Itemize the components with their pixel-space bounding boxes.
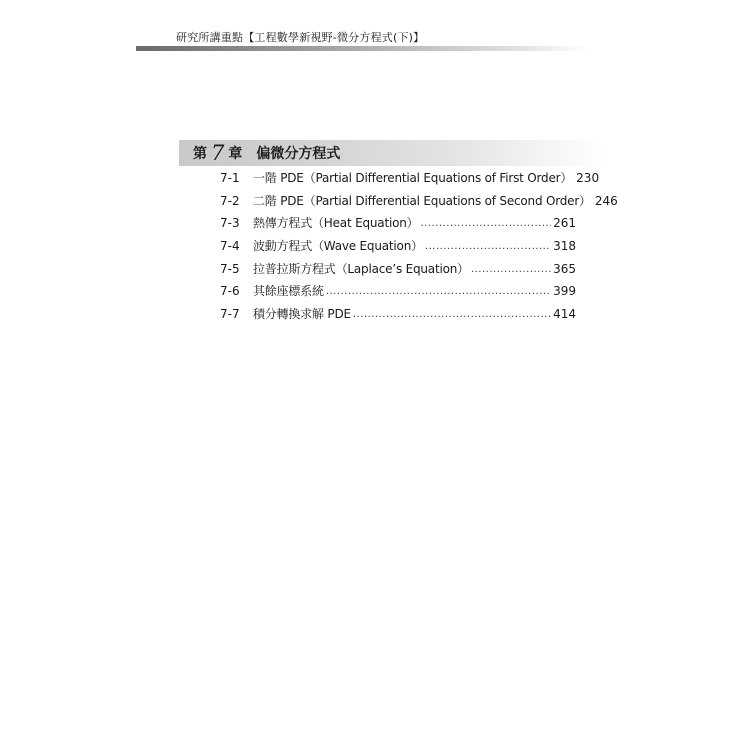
toc-page-number: 318: [553, 239, 576, 254]
toc-section-number: 7-7: [220, 307, 240, 322]
toc-section-number: 7-2: [220, 193, 240, 208]
chapter-title: 偏微分方程式: [256, 146, 341, 162]
toc-entry[interactable]: [220, 237, 576, 260]
toc-entry[interactable]: [220, 260, 576, 283]
chapter-heading: [179, 140, 604, 166]
toc-section-title: 一階 PDE（Partial Differential Equations of First Order）: [253, 171, 573, 185]
toc-section-title: 其餘座標系統: [253, 284, 324, 299]
toc-section-number: 7-3: [220, 216, 240, 231]
toc-entry[interactable]: [220, 305, 576, 328]
toc-section-title: 二階 PDE（Partial Differential Equations of Second Order）: [253, 193, 591, 208]
toc-section-number: 7-1: [220, 171, 240, 185]
header-rule: [136, 46, 588, 51]
toc-section-number: 7-6: [220, 284, 240, 299]
chapter-label: [193, 143, 242, 163]
dot-leader: [471, 261, 551, 275]
running-title: 研究所講重點【工程數學新視野-微分方程式(下)】: [176, 31, 425, 44]
chapter-prefix: 第: [193, 146, 207, 162]
toc-section-title: 拉普拉斯方程式（Laplace’s Equation）: [253, 261, 469, 276]
toc-section-number: 7-5: [220, 261, 240, 276]
running-header: [136, 30, 588, 51]
toc-page-number: 365: [553, 261, 576, 276]
toc-entry[interactable]: [220, 282, 576, 305]
dot-leader: [420, 215, 551, 229]
toc-page-number: 246: [594, 193, 618, 208]
toc-section-number: 7-4: [220, 239, 240, 254]
toc-page-number: 230: [576, 171, 600, 185]
toc-entry[interactable]: [220, 192, 618, 215]
chapter-number: 7: [211, 141, 225, 165]
toc-section-title: 積分轉換求解 PDE: [253, 307, 351, 322]
toc-section-title: 熱傳方程式（Heat Equation）: [253, 216, 419, 231]
toc-page-number: 399: [553, 284, 576, 299]
toc-page-number: 414: [553, 307, 576, 322]
toc-page-number: 261: [553, 216, 576, 231]
chapter-suffix: 章: [228, 146, 243, 162]
dot-leader: [353, 306, 551, 320]
dot-leader: [425, 238, 551, 252]
dot-leader: [326, 283, 551, 297]
toc-entry[interactable]: [220, 169, 600, 192]
toc-entry[interactable]: [220, 214, 576, 237]
table-of-contents: [220, 169, 618, 328]
toc-section-title: 波動方程式（Wave Equation）: [253, 239, 423, 254]
